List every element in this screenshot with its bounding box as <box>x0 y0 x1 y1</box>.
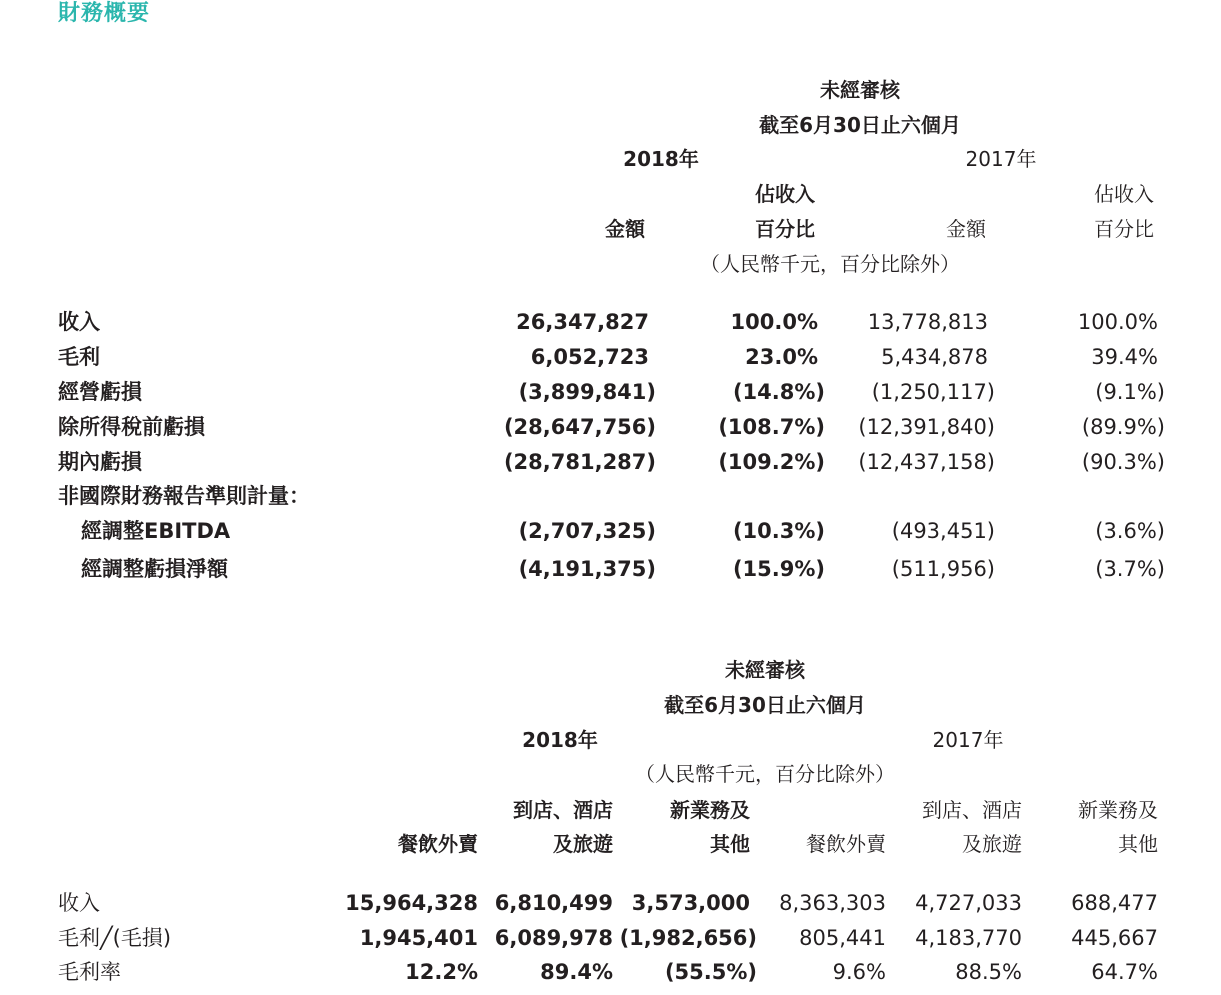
amount-2018-cell: (28,647,756) <box>503 415 656 439</box>
new-top-2018: 新業務及 <box>670 798 750 822</box>
row-label: 毛利 <box>58 345 100 369</box>
pct-2017-cell: (9.1%) <box>1095 380 1165 404</box>
cell: 12.2% <box>405 960 478 984</box>
cell: (55.5%) <box>664 960 757 984</box>
pct-2017-cell: (90.3%) <box>1081 450 1165 474</box>
row-label: 收入 <box>58 310 100 334</box>
amount-2017-header: 金額 <box>946 217 986 241</box>
cell: 6,810,499 <box>494 891 613 915</box>
pct-2018-cell: 23.0% <box>745 345 818 369</box>
amount-2017-cell: (511,956) <box>891 557 995 581</box>
pct-2018-cell: (15.9%) <box>732 557 825 581</box>
pct-2018-cell: (10.3%) <box>732 519 825 543</box>
cell: 8,363,303 <box>779 891 886 915</box>
year-2018-header: 2018年 <box>623 147 699 171</box>
amount-2018-cell: (28,781,287) <box>503 450 656 474</box>
row-label: 收入 <box>58 891 100 915</box>
cell: 1,945,401 <box>359 926 478 950</box>
instore-bottom-2018: 及旅遊 <box>553 832 613 856</box>
amount-2018-cell: (2,707,325) <box>518 519 656 543</box>
amount-2017-cell: (493,451) <box>891 519 995 543</box>
row-label: 經調整EBITDA <box>81 519 231 543</box>
new-bottom-2017: 其他 <box>1118 832 1158 856</box>
pct-2018-cell: 100.0% <box>730 310 818 334</box>
period-header: 截至6月30日止六個月 <box>759 113 961 137</box>
amount-2018-cell: 6,052,723 <box>530 345 649 369</box>
new-top-2017: 新業務及 <box>1078 798 1158 822</box>
pct-2017-cell: (3.7%) <box>1095 557 1165 581</box>
pct-2017-cell: 100.0% <box>1077 310 1158 334</box>
unit-note: （人民幣千元，百分比除外） <box>700 252 960 276</box>
row-label: 期內虧損 <box>58 450 142 474</box>
pct-2017-cell: 39.4% <box>1091 345 1158 369</box>
amount-2017-cell: 13,778,813 <box>867 310 988 334</box>
period-header: 截至6月30日止六個月 <box>664 693 866 717</box>
amount-2018-header: 金額 <box>605 217 645 241</box>
amount-2017-cell: (12,391,840) <box>858 415 995 439</box>
food-2017-header: 餐飲外賣 <box>806 832 886 856</box>
cell: 445,667 <box>1071 926 1158 950</box>
year-2018-header: 2018年 <box>522 728 598 752</box>
unit-note: （人民幣千元，百分比除外） <box>635 762 895 786</box>
row-label: 毛利╱(毛損) <box>58 926 172 950</box>
amount-2017-cell: (1,250,117) <box>871 380 995 404</box>
pct-2017-cell: (89.9%) <box>1081 415 1165 439</box>
cell: 4,183,770 <box>915 926 1022 950</box>
instore-bottom-2017: 及旅遊 <box>962 832 1022 856</box>
cell: 3,573,000 <box>631 891 750 915</box>
cell: 805,441 <box>799 926 886 950</box>
cell: 688,477 <box>1071 891 1158 915</box>
cell: 15,964,328 <box>345 891 478 915</box>
pct-2018-cell: (109.2%) <box>718 450 825 474</box>
row-label: 經營虧損 <box>58 380 142 404</box>
amount-2017-cell: (12,437,158) <box>858 450 995 474</box>
row-label: 經調整虧損淨額 <box>81 557 228 581</box>
row-label: 除所得稅前虧損 <box>58 415 205 439</box>
pct-2017-cell: (3.6%) <box>1095 519 1165 543</box>
row-label: 毛利率 <box>58 960 121 984</box>
pct-top-2017: 佔收入 <box>1094 182 1154 206</box>
new-bottom-2018: 其他 <box>710 832 750 856</box>
amount-2017-cell: 5,434,878 <box>881 345 988 369</box>
instore-top-2018: 到店、酒店 <box>513 798 613 822</box>
pct-2017-header: 百分比 <box>1094 217 1154 241</box>
pct-top-2018: 佔收入 <box>755 182 815 206</box>
page-title: 財務概要 <box>58 1 151 26</box>
cell: 64.7% <box>1091 960 1158 984</box>
amount-2018-cell: (4,191,375) <box>518 557 656 581</box>
instore-top-2017: 到店、酒店 <box>922 798 1022 822</box>
cell: 6,089,978 <box>494 926 613 950</box>
pct-2018-cell: (108.7%) <box>718 415 825 439</box>
amount-2018-cell: 26,347,827 <box>516 310 649 334</box>
cell: 4,727,033 <box>915 891 1022 915</box>
cell: 89.4% <box>540 960 613 984</box>
year-2017-header: 2017年 <box>965 147 1037 171</box>
pct-2018-header: 百分比 <box>755 217 815 241</box>
audit-header: 未經審核 <box>725 658 805 682</box>
year-2017-header: 2017年 <box>932 728 1004 752</box>
cell: (1,982,656) <box>619 926 757 950</box>
non-ifrs-label: 非國際財務報告準則計量： <box>58 484 310 508</box>
cell: 88.5% <box>955 960 1022 984</box>
audit-header: 未經審核 <box>820 78 900 102</box>
amount-2018-cell: (3,899,841) <box>518 380 656 404</box>
food-2018-header: 餐飲外賣 <box>398 832 478 856</box>
cell: 9.6% <box>832 960 886 984</box>
pct-2018-cell: (14.8%) <box>732 380 825 404</box>
